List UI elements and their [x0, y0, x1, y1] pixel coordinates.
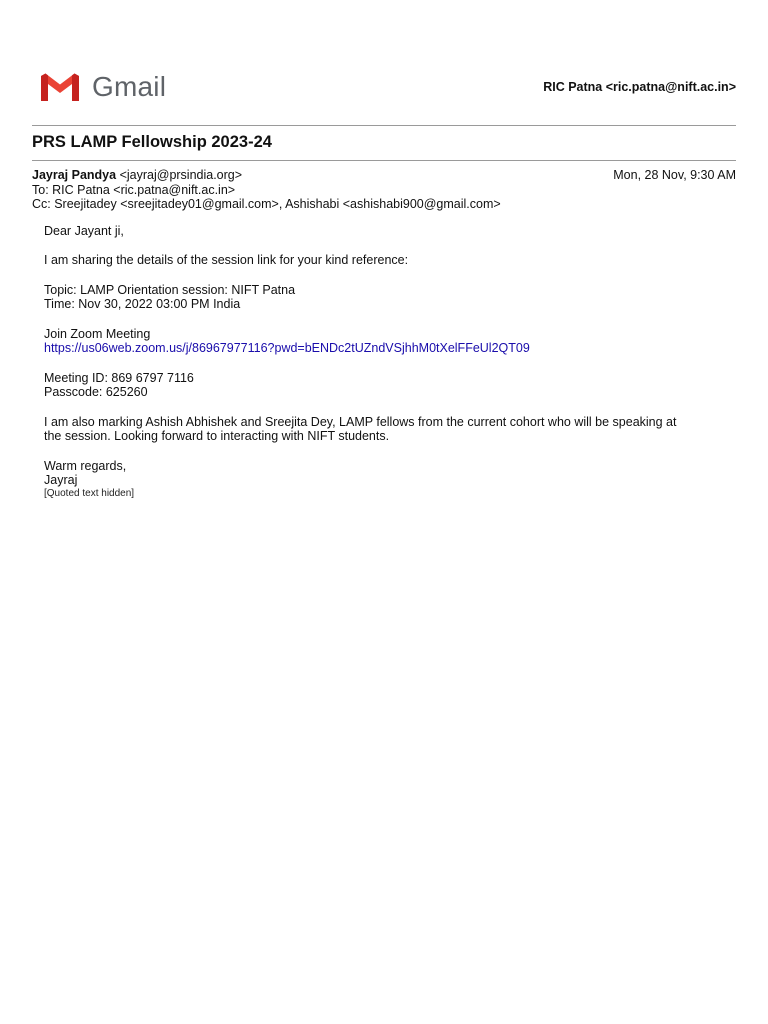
gmail-logo: [38, 70, 166, 104]
time-line: Time: Nov 30, 2022 03:00 PM India: [44, 297, 241, 312]
gmail-m-icon: [38, 70, 82, 104]
greeting: Dear Jayant ji,: [44, 224, 124, 238]
cc-line: Cc: Sreejitadey <sreejitadey01@gmail.com>, Ashishabi <ashishabi900@gmail.com>: [32, 197, 501, 211]
topic-line: Topic: LAMP Orientation session: NIFT Patna: [44, 282, 296, 297]
email-subject: PRS LAMP Fellowship 2023-24: [32, 133, 272, 151]
closing-line: I am also marking Ashish Abhishek and Sreejita Dey, LAMP fellows from the current cohort who will be speaking at: [44, 414, 677, 429]
sender-row: [32, 168, 736, 183]
intro-text: I am sharing the details of the session link for your kind reference:: [44, 253, 409, 268]
closing-line: the session. Looking forward to interacting with NIFT students.: [44, 429, 390, 444]
email-meta: [32, 168, 736, 212]
to-line: To: RIC Patna <ric.patna@nift.ac.in>: [32, 182, 236, 197]
email-body: [44, 224, 724, 500]
account-email: RIC Patna <ric.patna@nift.ac.in>: [543, 80, 736, 94]
sender-email: <jayraj@prsindia.org>: [119, 168, 243, 182]
meeting-id: Meeting ID: 869 6797 7116: [44, 370, 194, 385]
gmail-wordmark: Gmail: [92, 71, 167, 102]
sender-name: Jayraj Pandya: [32, 168, 117, 182]
print-header: [32, 68, 736, 108]
quoted-text-hidden[interactable]: [Quoted text hidden]: [44, 488, 135, 499]
passcode: Passcode: 625260: [44, 385, 148, 400]
email-date: Mon, 28 Nov, 9:30 AM: [613, 168, 736, 182]
regards: Warm regards,: [44, 458, 127, 473]
join-label: Join Zoom Meeting: [44, 326, 151, 341]
signature: Jayraj: [44, 473, 78, 488]
zoom-link[interactable]: https://us06web.zoom.us/j/86967977116?pwd=bENDc2tUZndVSjhhM0tXelFFeUl2QT09: [44, 341, 530, 356]
divider: [32, 160, 736, 161]
divider: [32, 125, 736, 126]
